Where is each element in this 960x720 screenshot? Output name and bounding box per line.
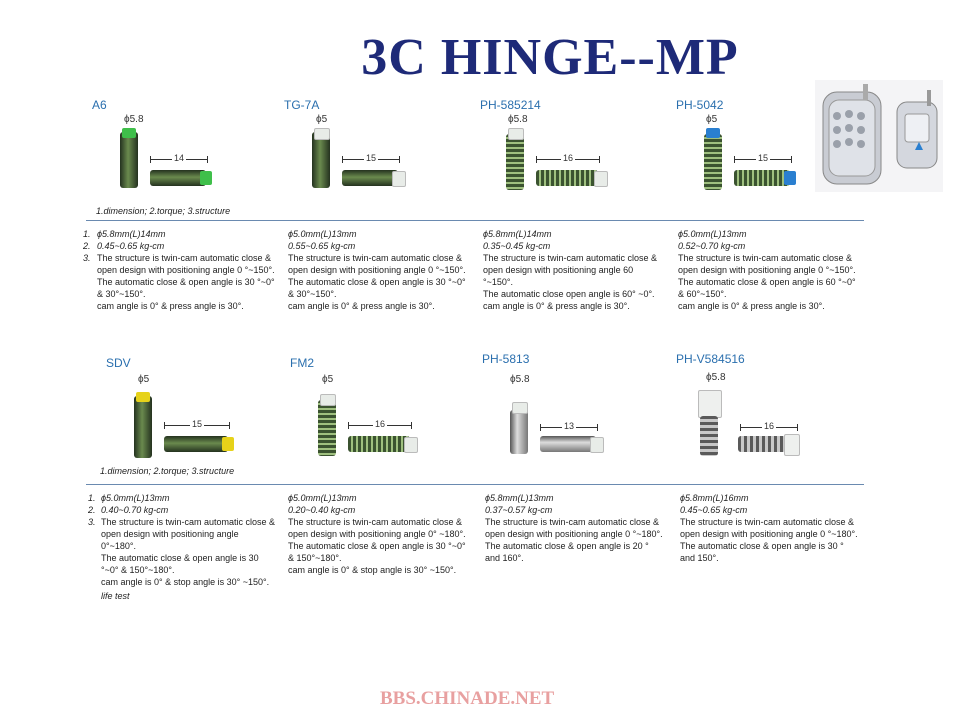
- product-name: FM2: [290, 356, 314, 370]
- hinge-horizontal-image: [536, 170, 598, 186]
- hinge-vertical-image: [318, 400, 336, 456]
- life-test-label: life test: [101, 591, 130, 601]
- length-dimension: 13: [540, 424, 598, 431]
- diameter-label: ϕ5.8: [124, 114, 144, 125]
- diameter-label: ϕ5: [706, 114, 718, 125]
- product-name: A6: [92, 98, 107, 112]
- hinge-cap: [590, 437, 604, 453]
- length-dimension: 16: [348, 422, 412, 429]
- length-dimension: 16: [740, 424, 798, 431]
- spec-sdv: ϕ5.0mm(L)13mm 0.40~0.70 kg-cm The structure is twin-cam automatic close & open design with positioning angle 0°~180°. The automatic close & open angle is 30 °~0° & 150°~180°. cam angle is 0° & stop angle is 30° ~150°. life test: [101, 493, 276, 601]
- footer-watermark: BBS.CHINADE.NET: [380, 688, 555, 709]
- diameter-label: ϕ5.8: [706, 372, 726, 383]
- spec-ph-5813: ϕ5.8mm(L)13mm 0.37~0.57 kg-cm The structure is twin-cam automatic close & open design with positioning angle 0 °~180°. The automatic close & open angle is 20 ° and 160°.: [485, 493, 663, 563]
- hinge-cap: [222, 437, 234, 451]
- hinge-cap: [706, 128, 720, 138]
- hinge-cap: [314, 128, 330, 140]
- hinge-cap: [122, 128, 136, 138]
- hinge-cap: [594, 171, 608, 187]
- spec-fm2: ϕ5.0mm(L)13mm 0.20~0.40 kg-cm The structure is twin-cam automatic close & open design with positioning angle 0° ~180°. The automatic close & open angle is 30 °~0° & 150°~180°. cam angle is 0° & stop angle is 30° ~150°.: [288, 493, 466, 575]
- hinge-vertical-image: [120, 132, 138, 188]
- hinge-cap: [320, 394, 336, 406]
- spec-ph-5042: ϕ5.0mm(L)13mm 0.52~0.70 kg-cm The structure is twin-cam automatic close & open design with positioning angle 0 °~150°. The automatic close & open angle is 60 °~0° & 60°~150°. cam angle is 0° & press angle is 30°.: [678, 229, 856, 311]
- hinge-cap: [200, 171, 212, 185]
- length-dimension: 16: [536, 156, 600, 163]
- divider: [86, 220, 864, 221]
- hinge-vertical-image: [312, 132, 330, 188]
- hinge-cap: [508, 128, 524, 140]
- length-dimension: 15: [342, 156, 400, 163]
- product-name: PH-5813: [482, 352, 530, 366]
- product-tg-7a: [284, 98, 474, 218]
- hinge-cap: [392, 171, 406, 187]
- product-ph-v584516: [676, 352, 866, 472]
- hinge-horizontal-image: [342, 170, 398, 186]
- hinge-horizontal-image: [348, 436, 410, 452]
- legend-note: 1.dimension; 2.torque; 3.structure: [96, 206, 231, 216]
- product-a6: [92, 98, 282, 218]
- hinge-cap: [512, 402, 528, 414]
- divider: [86, 484, 864, 485]
- hinge-cap: [136, 392, 150, 402]
- diameter-label: ϕ5.8: [510, 374, 530, 385]
- legend-note: 1.dimension; 2.torque; 3.structure: [100, 466, 235, 476]
- spec-ph-585214: ϕ5.8mm(L)14mm 0.35~0.45 kg-cm The structure is twin-cam automatic close & open design with positioning angle 60 °~150°. The automatic close open angle is 60° ~0°. cam angle is 0° & press angle is 30°.: [483, 229, 658, 311]
- length-dimension: 15: [734, 156, 792, 163]
- product-name: PH-585214: [480, 98, 541, 112]
- hinge-cap: [784, 171, 796, 185]
- product-name: TG-7A: [284, 98, 320, 112]
- product-fm2: [290, 356, 480, 476]
- hinge-cap: [698, 390, 722, 418]
- hinge-cap: [784, 434, 800, 456]
- hinge-vertical-image: [510, 410, 528, 454]
- diameter-label: ϕ5: [316, 114, 328, 125]
- hinge-horizontal-image: [540, 436, 596, 452]
- hinge-horizontal-image: [164, 436, 228, 452]
- length-dimension: 15: [164, 422, 230, 429]
- product-name: PH-V584516: [676, 352, 745, 366]
- diameter-label: ϕ5: [138, 374, 150, 385]
- spec-ph-v584516: ϕ5.8mm(L)16mm 0.45~0.65 kg-cm The structure is twin-cam automatic close & open design with positioning angle 0 °~180°. The automatic close & open angle is 30 ° and 150°.: [680, 493, 858, 563]
- hinge-horizontal-image: [734, 170, 790, 186]
- product-ph-585214: [480, 98, 670, 218]
- hinge-cap: [404, 437, 418, 453]
- diameter-label: ϕ5.8: [508, 114, 528, 125]
- hinge-vertical-image: [506, 134, 524, 190]
- diameter-label: ϕ5: [322, 374, 334, 385]
- product-sdv: [106, 356, 296, 476]
- hinge-vertical-image: [134, 396, 152, 458]
- length-dimension: 14: [150, 156, 208, 163]
- product-ph-5042: [676, 98, 866, 218]
- hinge-spring-image: [700, 416, 718, 456]
- hinge-spring-horizontal-image: [738, 436, 786, 452]
- hinge-vertical-image: [704, 134, 722, 190]
- spec-numbering: 1. 2. 3.: [88, 493, 96, 527]
- spec-tg-7a: ϕ5.0mm(L)13mm 0.55~0.65 kg-cm The structure is twin-cam automatic close & open design with positioning angle 0 °~150°. The automatic close & open angle is 30 °~0° & 30°~150°. cam angle is 0° & press angle is 30°.: [288, 229, 466, 311]
- hinge-horizontal-image: [150, 170, 206, 186]
- spec-a6: ϕ5.8mm(L)14mm 0.45~0.65 kg-cm The structure is twin-cam automatic close & open design with positioning angle 0 °~150°. The automatic close & open angle is 30 °~0° & 30°~150°. cam angle is 0° & press angle is 30°.: [97, 229, 275, 311]
- spec-numbering: 1. 2. 3.: [83, 229, 91, 263]
- product-ph-5813: [482, 352, 672, 472]
- page-title: 3C HINGE--MP: [361, 29, 739, 86]
- product-name: PH-5042: [676, 98, 724, 112]
- product-name: SDV: [106, 356, 131, 370]
